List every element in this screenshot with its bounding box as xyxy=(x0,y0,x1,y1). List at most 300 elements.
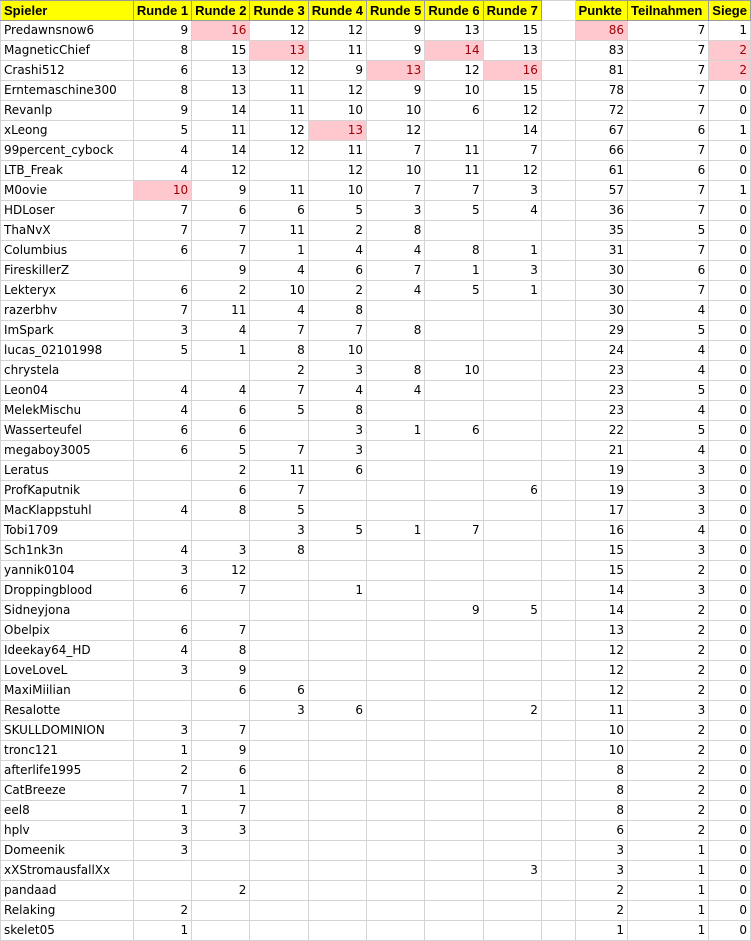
cell-runde-1: 7 xyxy=(133,201,191,221)
cell-runde-4: 1 xyxy=(308,581,366,601)
cell-runde-3: 11 xyxy=(250,181,308,201)
cell-spacer xyxy=(541,841,575,861)
cell-runde-4: 5 xyxy=(308,521,366,541)
cell-runde-1: 3 xyxy=(133,821,191,841)
cell-teilnahmen: 2 xyxy=(628,681,709,701)
cell-spieler: ThaNvX xyxy=(1,221,134,241)
cell-spieler: skelet05 xyxy=(1,921,134,941)
cell-punkte: 19 xyxy=(575,461,627,481)
cell-teilnahmen: 7 xyxy=(628,281,709,301)
header-teilnahmen: Teilnahmen xyxy=(628,1,709,21)
cell-siege: 0 xyxy=(709,541,751,561)
table-row xyxy=(1,201,751,221)
cell-runde-3: 12 xyxy=(250,21,308,41)
cell-runde-6: 11 xyxy=(425,161,483,181)
cell-spieler: Leratus xyxy=(1,461,134,481)
cell-punkte: 31 xyxy=(575,241,627,261)
cell-punkte: 16 xyxy=(575,521,627,541)
cell-runde-7 xyxy=(483,321,541,341)
cell-siege: 0 xyxy=(709,381,751,401)
cell-punkte: 86 xyxy=(575,21,627,41)
cell-siege: 2 xyxy=(709,41,751,61)
cell-siege: 0 xyxy=(709,921,751,941)
cell-runde-5: 1 xyxy=(367,421,425,441)
cell-runde-7 xyxy=(483,461,541,481)
cell-runde-6: 8 xyxy=(425,241,483,261)
cell-siege: 0 xyxy=(709,741,751,761)
cell-runde-3: 11 xyxy=(250,81,308,101)
cell-runde-7 xyxy=(483,221,541,241)
cell-spacer xyxy=(541,501,575,521)
cell-spacer xyxy=(541,201,575,221)
cell-runde-6 xyxy=(425,441,483,461)
cell-runde-2 xyxy=(192,921,250,941)
cell-runde-1: 7 xyxy=(133,301,191,321)
cell-runde-2 xyxy=(192,901,250,921)
cell-runde-2 xyxy=(192,841,250,861)
cell-runde-6 xyxy=(425,781,483,801)
cell-spieler: razerbhv xyxy=(1,301,134,321)
header-runde-4: Runde 4 xyxy=(308,1,366,21)
cell-runde-2 xyxy=(192,861,250,881)
cell-runde-1: 1 xyxy=(133,801,191,821)
cell-runde-3: 1 xyxy=(250,241,308,261)
cell-spieler: CatBreeze xyxy=(1,781,134,801)
cell-runde-4 xyxy=(308,501,366,521)
cell-teilnahmen: 1 xyxy=(628,861,709,881)
cell-siege: 0 xyxy=(709,561,751,581)
cell-siege: 0 xyxy=(709,861,751,881)
header-spacer xyxy=(541,1,575,21)
cell-runde-1: 10 xyxy=(133,181,191,201)
cell-spieler: Revanlp xyxy=(1,101,134,121)
table-row xyxy=(1,261,751,281)
cell-punkte: 3 xyxy=(575,841,627,861)
cell-runde-3: 10 xyxy=(250,281,308,301)
table-row xyxy=(1,681,751,701)
table-row xyxy=(1,441,751,461)
cell-siege: 2 xyxy=(709,61,751,81)
cell-runde-6 xyxy=(425,401,483,421)
cell-runde-5 xyxy=(367,461,425,481)
cell-runde-3 xyxy=(250,641,308,661)
table-row xyxy=(1,101,751,121)
cell-spieler: Sidneyjona xyxy=(1,601,134,621)
cell-runde-2: 13 xyxy=(192,81,250,101)
cell-runde-7 xyxy=(483,581,541,601)
cell-siege: 0 xyxy=(709,521,751,541)
cell-spieler: 99percent_cybock xyxy=(1,141,134,161)
cell-runde-4: 4 xyxy=(308,381,366,401)
cell-runde-5 xyxy=(367,901,425,921)
cell-runde-7 xyxy=(483,881,541,901)
cell-runde-4: 11 xyxy=(308,141,366,161)
cell-spacer xyxy=(541,481,575,501)
cell-teilnahmen: 2 xyxy=(628,641,709,661)
cell-siege: 0 xyxy=(709,261,751,281)
cell-runde-7 xyxy=(483,541,541,561)
table-row xyxy=(1,141,751,161)
cell-runde-6 xyxy=(425,581,483,601)
cell-teilnahmen: 2 xyxy=(628,821,709,841)
cell-runde-7 xyxy=(483,341,541,361)
cell-runde-7 xyxy=(483,421,541,441)
table-row xyxy=(1,761,751,781)
table-row xyxy=(1,241,751,261)
cell-runde-1: 4 xyxy=(133,541,191,561)
cell-punkte: 78 xyxy=(575,81,627,101)
cell-siege: 0 xyxy=(709,681,751,701)
cell-runde-4 xyxy=(308,741,366,761)
cell-runde-6 xyxy=(425,661,483,681)
cell-runde-4: 7 xyxy=(308,321,366,341)
table-row xyxy=(1,61,751,81)
cell-teilnahmen: 3 xyxy=(628,481,709,501)
cell-runde-4: 4 xyxy=(308,241,366,261)
table-row xyxy=(1,161,751,181)
header-runde-5: Runde 5 xyxy=(367,1,425,21)
cell-spacer xyxy=(541,581,575,601)
cell-runde-7: 6 xyxy=(483,481,541,501)
cell-spieler: MacKlappstuhl xyxy=(1,501,134,521)
cell-teilnahmen: 5 xyxy=(628,321,709,341)
header-runde-7: Runde 7 xyxy=(483,1,541,21)
cell-runde-6 xyxy=(425,841,483,861)
cell-spacer xyxy=(541,661,575,681)
cell-runde-1 xyxy=(133,861,191,881)
cell-spacer xyxy=(541,681,575,701)
cell-runde-4 xyxy=(308,801,366,821)
table-row xyxy=(1,461,751,481)
cell-runde-4 xyxy=(308,901,366,921)
table-row xyxy=(1,361,751,381)
cell-siege: 1 xyxy=(709,181,751,201)
cell-runde-2: 9 xyxy=(192,261,250,281)
cell-runde-2: 13 xyxy=(192,61,250,81)
table-row xyxy=(1,121,751,141)
cell-punkte: 83 xyxy=(575,41,627,61)
cell-runde-2: 7 xyxy=(192,581,250,601)
cell-punkte: 14 xyxy=(575,601,627,621)
cell-runde-5: 9 xyxy=(367,81,425,101)
cell-runde-1: 5 xyxy=(133,341,191,361)
cell-teilnahmen: 7 xyxy=(628,241,709,261)
cell-runde-7: 12 xyxy=(483,101,541,121)
cell-runde-4 xyxy=(308,621,366,641)
cell-runde-6 xyxy=(425,761,483,781)
cell-runde-3: 5 xyxy=(250,401,308,421)
cell-siege: 0 xyxy=(709,621,751,641)
cell-teilnahmen: 4 xyxy=(628,361,709,381)
cell-punkte: 23 xyxy=(575,401,627,421)
cell-runde-2 xyxy=(192,601,250,621)
cell-spacer xyxy=(541,381,575,401)
cell-runde-1: 6 xyxy=(133,421,191,441)
cell-spieler: Columbius xyxy=(1,241,134,261)
cell-spieler: MaxiMiilian xyxy=(1,681,134,701)
table-row xyxy=(1,381,751,401)
cell-spacer xyxy=(541,801,575,821)
cell-runde-4 xyxy=(308,921,366,941)
table-row xyxy=(1,21,751,41)
cell-runde-2: 6 xyxy=(192,201,250,221)
cell-runde-4: 6 xyxy=(308,261,366,281)
cell-runde-1: 1 xyxy=(133,741,191,761)
cell-punkte: 8 xyxy=(575,801,627,821)
cell-runde-2: 7 xyxy=(192,241,250,261)
cell-runde-4: 10 xyxy=(308,181,366,201)
cell-runde-5: 8 xyxy=(367,221,425,241)
cell-teilnahmen: 2 xyxy=(628,661,709,681)
cell-runde-3: 6 xyxy=(250,201,308,221)
cell-punkte: 57 xyxy=(575,181,627,201)
cell-runde-7: 15 xyxy=(483,21,541,41)
cell-spieler: Relaking xyxy=(1,901,134,921)
cell-runde-5 xyxy=(367,781,425,801)
cell-runde-7 xyxy=(483,761,541,781)
cell-teilnahmen: 4 xyxy=(628,441,709,461)
cell-runde-2: 7 xyxy=(192,801,250,821)
cell-runde-3: 12 xyxy=(250,141,308,161)
cell-spacer xyxy=(541,181,575,201)
cell-runde-3: 7 xyxy=(250,321,308,341)
cell-spacer xyxy=(541,101,575,121)
cell-spieler: pandaad xyxy=(1,881,134,901)
cell-spacer xyxy=(541,861,575,881)
cell-runde-7: 1 xyxy=(483,241,541,261)
cell-runde-1: 3 xyxy=(133,721,191,741)
cell-runde-4 xyxy=(308,821,366,841)
cell-runde-2: 7 xyxy=(192,221,250,241)
cell-runde-5: 7 xyxy=(367,141,425,161)
cell-runde-6 xyxy=(425,561,483,581)
cell-runde-2: 16 xyxy=(192,21,250,41)
cell-runde-4 xyxy=(308,661,366,681)
cell-spieler: ProfKaputnik xyxy=(1,481,134,501)
table-row xyxy=(1,221,751,241)
cell-runde-4: 10 xyxy=(308,101,366,121)
cell-spacer xyxy=(541,281,575,301)
cell-runde-4 xyxy=(308,781,366,801)
cell-runde-4 xyxy=(308,601,366,621)
cell-runde-6 xyxy=(425,901,483,921)
table-row xyxy=(1,821,751,841)
cell-runde-1: 2 xyxy=(133,761,191,781)
cell-runde-1 xyxy=(133,481,191,501)
cell-punkte: 67 xyxy=(575,121,627,141)
cell-runde-7 xyxy=(483,501,541,521)
cell-teilnahmen: 2 xyxy=(628,761,709,781)
cell-runde-7 xyxy=(483,921,541,941)
cell-runde-1: 7 xyxy=(133,781,191,801)
cell-runde-6 xyxy=(425,301,483,321)
cell-spacer xyxy=(541,361,575,381)
cell-runde-7: 3 xyxy=(483,261,541,281)
cell-teilnahmen: 7 xyxy=(628,21,709,41)
cell-runde-7: 16 xyxy=(483,61,541,81)
cell-runde-3 xyxy=(250,561,308,581)
cell-siege: 0 xyxy=(709,81,751,101)
cell-punkte: 17 xyxy=(575,501,627,521)
cell-runde-4 xyxy=(308,881,366,901)
cell-runde-3: 12 xyxy=(250,121,308,141)
cell-runde-4: 2 xyxy=(308,281,366,301)
cell-spieler: LoveLoveL xyxy=(1,661,134,681)
cell-runde-1: 9 xyxy=(133,101,191,121)
cell-runde-3 xyxy=(250,841,308,861)
cell-punkte: 8 xyxy=(575,781,627,801)
cell-runde-6 xyxy=(425,221,483,241)
cell-runde-5: 8 xyxy=(367,361,425,381)
cell-runde-3 xyxy=(250,781,308,801)
table-row xyxy=(1,921,751,941)
cell-runde-5 xyxy=(367,681,425,701)
cell-runde-6 xyxy=(425,881,483,901)
header-row xyxy=(1,1,751,21)
cell-runde-5 xyxy=(367,581,425,601)
table-row xyxy=(1,601,751,621)
cell-siege: 0 xyxy=(709,801,751,821)
cell-runde-3: 11 xyxy=(250,101,308,121)
cell-spacer xyxy=(541,601,575,621)
cell-runde-3: 7 xyxy=(250,481,308,501)
cell-runde-2: 12 xyxy=(192,561,250,581)
cell-runde-2 xyxy=(192,701,250,721)
cell-runde-3: 3 xyxy=(250,701,308,721)
table-row xyxy=(1,541,751,561)
cell-runde-2: 8 xyxy=(192,501,250,521)
cell-punkte: 36 xyxy=(575,201,627,221)
cell-siege: 0 xyxy=(709,661,751,681)
cell-runde-1: 6 xyxy=(133,621,191,641)
cell-punkte: 2 xyxy=(575,881,627,901)
cell-runde-5 xyxy=(367,541,425,561)
cell-runde-1: 4 xyxy=(133,401,191,421)
cell-runde-2: 1 xyxy=(192,781,250,801)
cell-runde-6 xyxy=(425,541,483,561)
cell-punkte: 19 xyxy=(575,481,627,501)
cell-runde-2: 11 xyxy=(192,301,250,321)
cell-teilnahmen: 1 xyxy=(628,901,709,921)
cell-runde-1: 1 xyxy=(133,921,191,941)
cell-teilnahmen: 5 xyxy=(628,381,709,401)
cell-runde-3 xyxy=(250,161,308,181)
cell-runde-2: 6 xyxy=(192,681,250,701)
cell-runde-5 xyxy=(367,721,425,741)
header-punkte: Punkte xyxy=(575,1,627,21)
cell-runde-5 xyxy=(367,801,425,821)
cell-runde-2: 6 xyxy=(192,401,250,421)
table-row xyxy=(1,841,751,861)
cell-runde-1 xyxy=(133,461,191,481)
cell-runde-3: 12 xyxy=(250,61,308,81)
cell-punkte: 12 xyxy=(575,681,627,701)
cell-teilnahmen: 4 xyxy=(628,521,709,541)
cell-spieler: ImSpark xyxy=(1,321,134,341)
cell-runde-7 xyxy=(483,641,541,661)
table-row xyxy=(1,301,751,321)
cell-runde-4: 2 xyxy=(308,221,366,241)
cell-runde-2: 9 xyxy=(192,661,250,681)
cell-runde-1: 6 xyxy=(133,281,191,301)
cell-siege: 0 xyxy=(709,761,751,781)
cell-runde-7 xyxy=(483,901,541,921)
cell-runde-2 xyxy=(192,361,250,381)
cell-runde-5 xyxy=(367,441,425,461)
cell-punkte: 14 xyxy=(575,581,627,601)
cell-runde-2: 15 xyxy=(192,41,250,61)
cell-spacer xyxy=(541,761,575,781)
cell-runde-1: 6 xyxy=(133,441,191,461)
table-row xyxy=(1,521,751,541)
cell-runde-3 xyxy=(250,921,308,941)
cell-punkte: 1 xyxy=(575,921,627,941)
cell-runde-4: 8 xyxy=(308,401,366,421)
cell-runde-4: 6 xyxy=(308,701,366,721)
cell-spacer xyxy=(541,701,575,721)
cell-runde-1 xyxy=(133,881,191,901)
cell-punkte: 15 xyxy=(575,541,627,561)
cell-siege: 0 xyxy=(709,161,751,181)
cell-runde-6 xyxy=(425,681,483,701)
cell-teilnahmen: 2 xyxy=(628,601,709,621)
cell-punkte: 2 xyxy=(575,901,627,921)
cell-runde-3 xyxy=(250,661,308,681)
cell-teilnahmen: 1 xyxy=(628,841,709,861)
cell-runde-6: 10 xyxy=(425,81,483,101)
cell-punkte: 12 xyxy=(575,661,627,681)
cell-runde-4: 10 xyxy=(308,341,366,361)
cell-teilnahmen: 3 xyxy=(628,581,709,601)
table-row xyxy=(1,561,751,581)
cell-runde-5 xyxy=(367,841,425,861)
table-row xyxy=(1,741,751,761)
cell-runde-1: 3 xyxy=(133,561,191,581)
cell-runde-4 xyxy=(308,641,366,661)
cell-siege: 0 xyxy=(709,281,751,301)
cell-teilnahmen: 7 xyxy=(628,141,709,161)
cell-runde-1 xyxy=(133,681,191,701)
cell-runde-6 xyxy=(425,861,483,881)
cell-runde-1: 6 xyxy=(133,61,191,81)
cell-punkte: 24 xyxy=(575,341,627,361)
cell-runde-1 xyxy=(133,521,191,541)
cell-siege: 0 xyxy=(709,501,751,521)
cell-siege: 0 xyxy=(709,361,751,381)
cell-runde-7: 3 xyxy=(483,861,541,881)
cell-runde-3 xyxy=(250,721,308,741)
cell-runde-4: 12 xyxy=(308,21,366,41)
cell-spacer xyxy=(541,881,575,901)
cell-runde-6: 5 xyxy=(425,281,483,301)
header-siege: Siege xyxy=(709,1,751,21)
cell-teilnahmen: 4 xyxy=(628,301,709,321)
cell-runde-6 xyxy=(425,641,483,661)
cell-spieler: eel8 xyxy=(1,801,134,821)
cell-runde-1: 4 xyxy=(133,501,191,521)
cell-spieler: afterlife1995 xyxy=(1,761,134,781)
cell-runde-2: 9 xyxy=(192,741,250,761)
cell-runde-3 xyxy=(250,741,308,761)
cell-runde-2: 8 xyxy=(192,641,250,661)
header-runde-1: Runde 1 xyxy=(133,1,191,21)
cell-spieler: LTB_Freak xyxy=(1,161,134,181)
cell-runde-2: 7 xyxy=(192,721,250,741)
cell-siege: 0 xyxy=(709,141,751,161)
cell-siege: 0 xyxy=(709,641,751,661)
cell-punkte: 10 xyxy=(575,721,627,741)
cell-runde-7 xyxy=(483,801,541,821)
